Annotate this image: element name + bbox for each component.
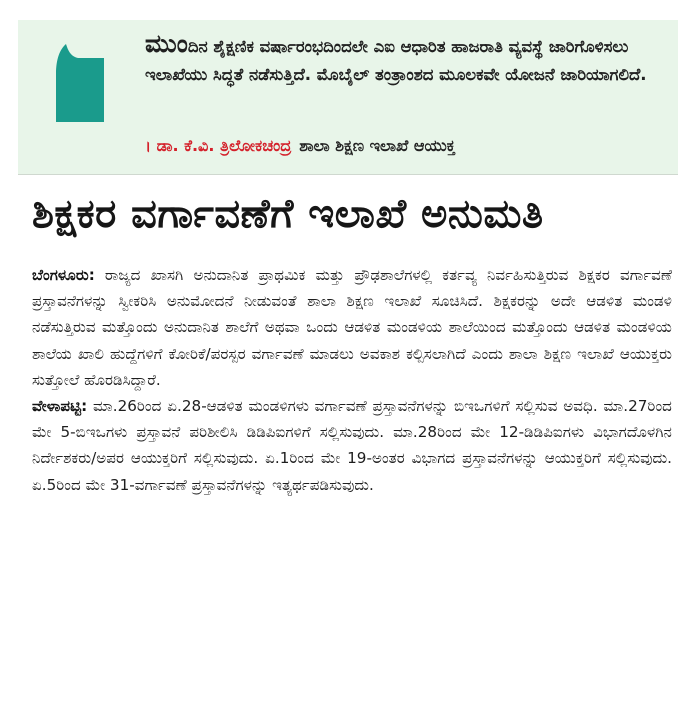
article-paragraph: [32, 262, 672, 393]
attribution-role: ಶಾಲಾ ಶಿಕ್ಷಣ ಇಲಾಖೆ ಆಯುಕ್ತ: [299, 136, 456, 155]
pull-quote-text: [145, 30, 665, 88]
schedule-label: ವೇಳಾಪಟ್ಟಿ:: [32, 397, 88, 416]
quote-mark-icon: [56, 44, 104, 122]
dateline: ಬೆಂಗಳೂರು:: [32, 266, 95, 284]
pull-quote-body: ದಿನ ಶೈಕ್ಷಣಿಕ ವರ್ಷಾರಂಭದಿಂದಲೇ ಎಐ ಆಧಾರಿತ ಹಾಜರಾತಿ ವ್ಯವಸ್ಥೆ ಜಾರಿಗೊಳಿಸಲು ಇಲಾಖೆಯು ಸಿದ್ಧತೆ ನಡೆಸುತ್ತಿದೆ. ಮೊಬೈಲ್ ತಂತ್ರಾಂಶದ ಮೂಲಕವೇ ಯೋಜನೆ ಜಾರಿಯಾಗಲಿದೆ.: [145, 37, 647, 84]
paragraph-text: ರಾಜ್ಯದ ಖಾಸಗಿ ಅನುದಾನಿತ ಪ್ರಾಥಮಿಕ ಮತ್ತು ಪ್ರೌಢಶಾಲೆಗಳಲ್ಲಿ ಕರ್ತವ್ಯ ನಿರ್ವಹಿಸುತ್ತಿರುವ ಶಿಕ್ಷಕರ ವರ್ಗಾವಣೆ ಪ್ರಸ್ತಾವನೆಗಳನ್ನು ಸ್ವೀಕರಿಸಿ ಅನುಮೋದನೆ ನೀಡುವಂತೆ ಶಾಲಾ ಶಿಕ್ಷಣ ಇಲಾಖೆ ಸೂಚಿಸಿದೆ. ಶಿಕ್ಷಕರನ್ನು ಅದೇ ಆಡಳಿತ ಮಂಡಳಿ ನಡೆಸುತ್ತಿರುವ ಮತ್ತೊಂದು ಅನುದಾನಿತ ಶಾಲೆಗೆ ಅಥವಾ ಒಂದು ಆಡಳಿತ ಮಂಡಳಿಯ ಶಾಲೆಯಿಂದ ಮತ್ತೊಂದು ಆಡಳಿತ ಮಂಡಳಿಯ ಶಾಲೆಯ ಖಾಲಿ ಹುದ್ದೆಗಳಿಗೆ ಕೋರಿಕೆ/ಪರಸ್ಪರ ವರ್ಗಾವಣೆ ಮಾಡಲು ಅವಕಾಶ ಕಲ್ಪಿಸಲಾಗಿದೆ ಎಂದು ಶಾಲಾ ಶಿಕ್ಷಣ ಇಲಾಖೆ ಆಯುಕ್ತರು ಸುತ್ತೋಲೆ ಹೊರಡಿಸಿದ್ದಾರೆ.: [32, 266, 672, 389]
pull-quote-lead: ಮುಂ: [145, 29, 188, 58]
headline: ಶಿಕ್ಷಕರ ವರ್ಗಾವಣೆಗೆ ಇಲಾಖೆ ಅನುಮತಿ: [32, 191, 544, 237]
paragraph-text: ಮಾ.26ರಿಂದ ಏ.28-ಆಡಳಿತ ಮಂಡಳಿಗಳು ವರ್ಗಾವಣೆ ಪ್ರಸ್ತಾವನೆಗಳನ್ನು ಬಿಇಒಗಳಿಗೆ ಸಲ್ಲಿಸುವ ಅವಧಿ. ಮಾ.27ರಿಂದ ಮೇ 5-ಬಿಇಒಗಳು ಪ್ರಸ್ತಾವನೆ ಪರಿಶೀಲಿಸಿ ಡಿಡಿಪಿಐಗಳಿಗೆ ಸಲ್ಲಿಸುವುದು. ಮಾ.28ರಿಂದ ಮೇ 12-ಡಿಡಿಪಿಐಗಳು ವಿಭಾಗದೊಳಗಿನ ನಿರ್ದೇಶಕರು/ಅಪರ ಆಯುಕ್ತರಿಗೆ ಸಲ್ಲಿಸುವುದು. ಏ.1ರಿಂದ ಮೇ 19-ಅಂತರ ವಿಭಾಗದ ಪ್ರಸ್ತಾವನೆಗಳನ್ನು ಆಯುಕ್ತರಿಗೆ ಸಲ್ಲಿಸುವುದು. ಏ.5ರಿಂದ ಮೇ 31-ವರ್ಗಾವಣೆ ಪ್ರಸ್ತಾವನೆಗಳನ್ನು ಇತ್ಯರ್ಥಪಡಿಸುವುದು.: [32, 397, 672, 494]
attribution-name: । ಡಾ. ಕೆ.ವಿ. ತ್ರಿಲೋಕಚಂದ್ರ: [145, 136, 292, 155]
article-paragraph: [32, 393, 672, 498]
pull-quote-attribution: [145, 136, 670, 156]
pull-quote-box: [18, 20, 678, 175]
article-body: [32, 262, 672, 498]
